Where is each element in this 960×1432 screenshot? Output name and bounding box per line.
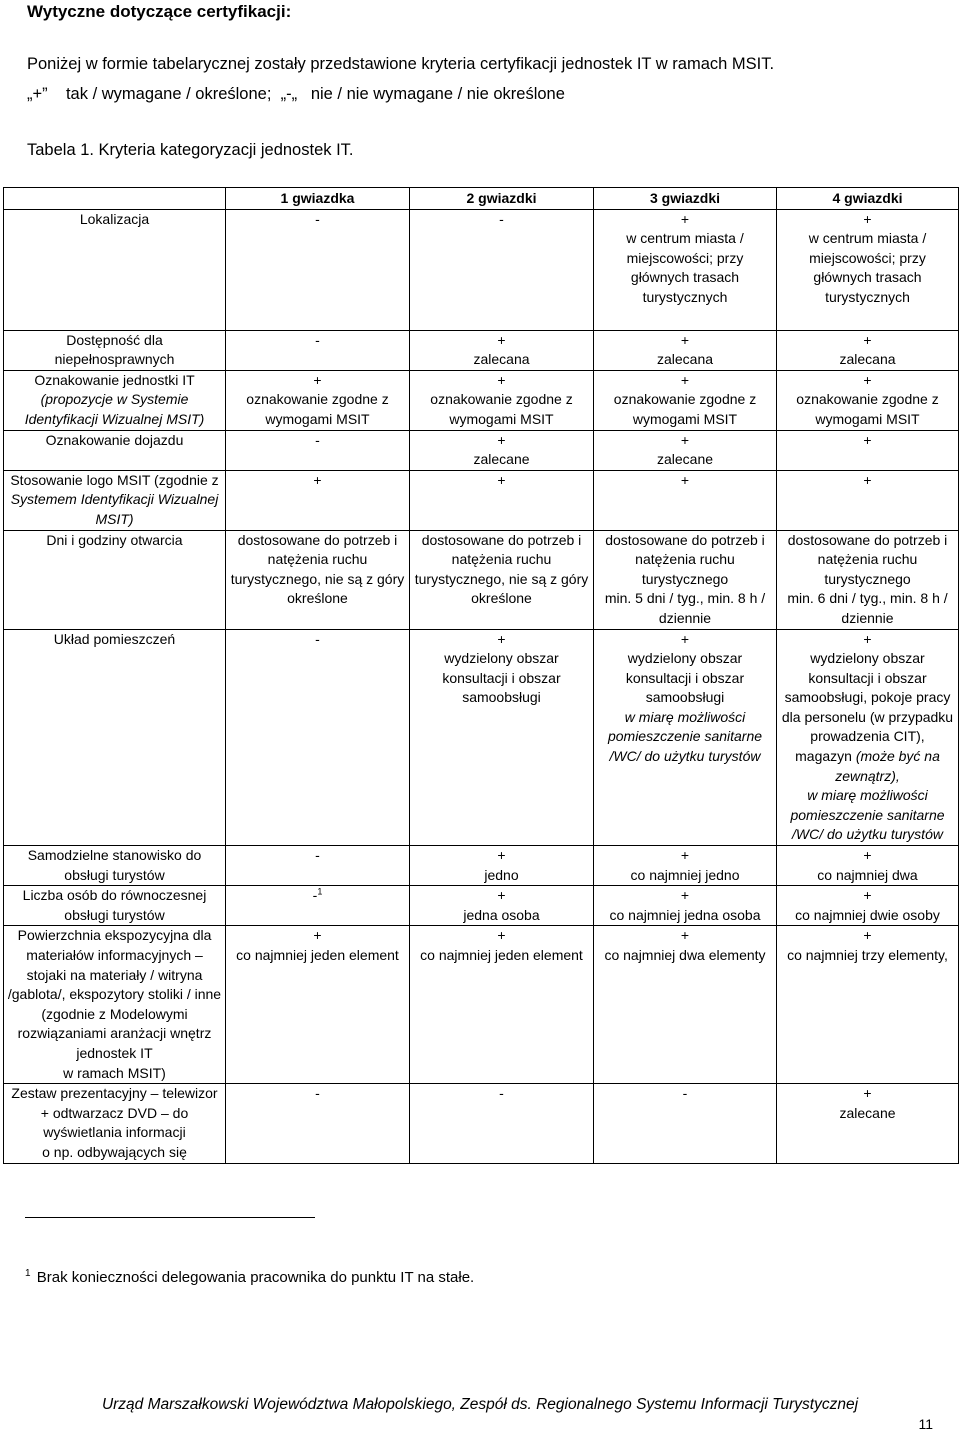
header-cell-empty: [4, 188, 226, 210]
row-label-italic: Systemem Identyfikacji Wizualnej MSIT): [10, 491, 219, 527]
table-cell: + co najmniej jedno: [594, 846, 777, 886]
cell-text: -: [312, 887, 318, 904]
header-cell-1-star: 1 gwiazdka: [226, 188, 410, 210]
table-header-row: [4, 188, 959, 210]
table-cell: -: [410, 209, 594, 330]
table-cell: + w centrum miasta / miejscowości; przy głównych trasach turystycznych: [777, 209, 959, 330]
table-cell: + zalecana: [594, 330, 777, 370]
table-cell: + oznakowanie zgodne z wymogami MSIT: [594, 370, 777, 430]
cell-text: + wydzielony obszar konsultacji i obszar samoobsługi: [625, 630, 745, 706]
table-cell: -: [226, 629, 410, 846]
table-cell: +: [410, 470, 594, 530]
cell-text: + wydzielony obszar konsultacji i obszar samoobsługi, pokoje pracy dla personelu (w przypadku prowadzenia CIT), magazyn: [781, 630, 954, 765]
cell-italic-text: w miarę możliwości pomieszczenie sanitarne /WC/ do użytku turystów: [790, 787, 945, 843]
page-number: 11: [918, 1416, 933, 1432]
row-label-dni-godziny: Dni i godziny otwarcia: [4, 530, 226, 629]
table-cell: -: [226, 330, 410, 370]
table-cell: + w centrum miasta / miejscowości; przy głównych trasach turystycznych: [594, 209, 777, 330]
table-row: [4, 846, 959, 886]
row-label-main: Oznakowanie jednostki IT: [34, 371, 195, 388]
table-cell: + co najmniej trzy elementy,: [777, 926, 959, 1084]
legend-plus-meaning: tak / wymagane / określone;: [65, 85, 272, 103]
table-row: [4, 629, 959, 846]
footnote-ref[interactable]: 1: [317, 886, 323, 897]
table-row: [4, 209, 959, 330]
row-label-oznakowanie-dojazdu: Oznakowanie dojazdu: [4, 430, 226, 470]
header-cell-3-stars: 3 gwiazdki: [594, 188, 777, 210]
table-cell: + co najmniej dwie osoby: [777, 886, 959, 926]
row-label-uklad-pomieszczen: Układ pomieszczeń: [4, 629, 226, 846]
intro-text: Poniżej w formie tabelarycznej zostały przedstawione kryteria certyfikacji jednostek IT w ramach MSIT.: [27, 55, 775, 73]
row-label-stosowanie-logo: [4, 470, 226, 530]
table-cell: + zalecana: [777, 330, 959, 370]
table-cell: + zalecana: [410, 330, 594, 370]
table-cell: + jedna osoba: [410, 886, 594, 926]
table-cell: + wydzielony obszar konsultacji i obszar samoobsługi: [410, 629, 594, 846]
footnote-separator: [25, 1217, 315, 1218]
table-cell: +: [777, 430, 959, 470]
table-caption: Tabela 1. Kryteria kategoryzacji jednostek IT.: [27, 141, 354, 159]
footnote-text: Brak konieczności delegowania pracownika do punktu IT na stałe.: [36, 1269, 475, 1286]
row-label-samodzielne-stanowisko: Samodzielne stanowisko do obsługi turystów: [4, 846, 226, 886]
table-cell: + co najmniej jedna osoba: [594, 886, 777, 926]
table-cell: + zalecane: [410, 430, 594, 470]
row-label-italic: (propozycje w Systemie Identyfikacji Wizualnej MSIT): [24, 391, 205, 427]
table-cell: + oznakowanie zgodne z wymogami MSIT: [226, 370, 410, 430]
table-cell: dostosowane do potrzeb i natężenia ruchu turystycznego min. 6 dni / tyg., min. 8 h / dziennie: [777, 530, 959, 629]
cell-italic-text: (może być na zewnątrz),: [835, 748, 940, 784]
table-cell: [594, 629, 777, 846]
row-label-lokalizacja: Lokalizacja: [4, 209, 226, 330]
table-cell: -: [226, 430, 410, 470]
table-cell: + oznakowanie zgodne z wymogami MSIT: [777, 370, 959, 430]
page-heading: Wytyczne dotyczące certyfikacji:: [27, 2, 292, 21]
table-cell: dostosowane do potrzeb i natężenia ruchu turystycznego, nie są z góry określone: [410, 530, 594, 629]
table-cell: [226, 886, 410, 926]
row-label-main: Stosowanie logo MSIT (zgodnie z: [10, 471, 219, 488]
table-row: [4, 470, 959, 530]
table-cell: dostosowane do potrzeb i natężenia ruchu turystycznego min. 5 dni / tyg., min. 8 h / dziennie: [594, 530, 777, 629]
legend: [27, 84, 565, 104]
table-cell: -: [226, 846, 410, 886]
table-cell: -: [226, 1084, 410, 1163]
page-footer: Urząd Marszałkowski Województwa Małopolskiego, Zespół ds. Regionalnego Systemu Informacji Turystycznej: [101, 1396, 859, 1413]
table-cell: + zalecane: [777, 1084, 959, 1163]
table-row: [4, 530, 959, 629]
table-cell: + oznakowanie zgodne z wymogami MSIT: [410, 370, 594, 430]
table-cell: -: [410, 1084, 594, 1163]
table-row: [4, 926, 959, 1084]
table-cell: + co najmniej dwa elementy: [594, 926, 777, 1084]
table-row: [4, 886, 959, 926]
table-cell: + co najmniej dwa: [777, 846, 959, 886]
table-cell: [777, 629, 959, 846]
criteria-table: [3, 187, 959, 1164]
row-label-powierzchnia-ekspozycyjna: Powierzchnia ekspozycyjna dla materiałów informacyjnych – stojaki na materiały / witryna /gablota/, ekspozytory stoliki / inne (zgodnie z Modelowymi rozwiązaniami aranżacji wnętrz jednostek IT w ramach MSIT): [4, 926, 226, 1084]
table-cell: + jedno: [410, 846, 594, 886]
table-cell: -: [226, 209, 410, 330]
row-label-zestaw-prezentacyjny: Zestaw prezentacyjny – telewizor + odtwarzacz DVD – do wyświetlania informacji o np. odbywających się: [4, 1084, 226, 1163]
footnote: [25, 1268, 474, 1288]
legend-plus-symbol: „+”: [27, 85, 48, 103]
header-cell-4-stars: 4 gwiazdki: [777, 188, 959, 210]
table-row: [4, 1084, 959, 1163]
row-label-liczba-osob: Liczba osób do równoczesnej obsługi turystów: [4, 886, 226, 926]
table-row: [4, 330, 959, 370]
table-cell: +: [594, 470, 777, 530]
table-row: [4, 430, 959, 470]
cell-italic-text: w miarę możliwości pomieszczenie sanitarne /WC/ do użytku turystów: [607, 708, 763, 765]
table-cell: +: [777, 470, 959, 530]
header-cell-2-stars: 2 gwiazdki: [410, 188, 594, 210]
legend-minus-symbol: „-„: [280, 85, 298, 103]
table-cell: + zalecane: [594, 430, 777, 470]
table-cell: +: [226, 470, 410, 530]
table-row: [4, 370, 959, 430]
legend-minus-meaning: nie / nie wymagane / nie określone: [310, 85, 565, 103]
row-label-dostepnosc: Dostępność dla niepełnosprawnych: [4, 330, 226, 370]
table-cell: dostosowane do potrzeb i natężenia ruchu turystycznego, nie są z góry określone: [226, 530, 410, 629]
table-cell: + co najmniej jeden element: [410, 926, 594, 1084]
footnote-number: 1: [25, 1268, 31, 1279]
row-label-oznakowanie-jednostki: [4, 370, 226, 430]
table-cell: + co najmniej jeden element: [226, 926, 410, 1084]
table-cell: -: [594, 1084, 777, 1163]
